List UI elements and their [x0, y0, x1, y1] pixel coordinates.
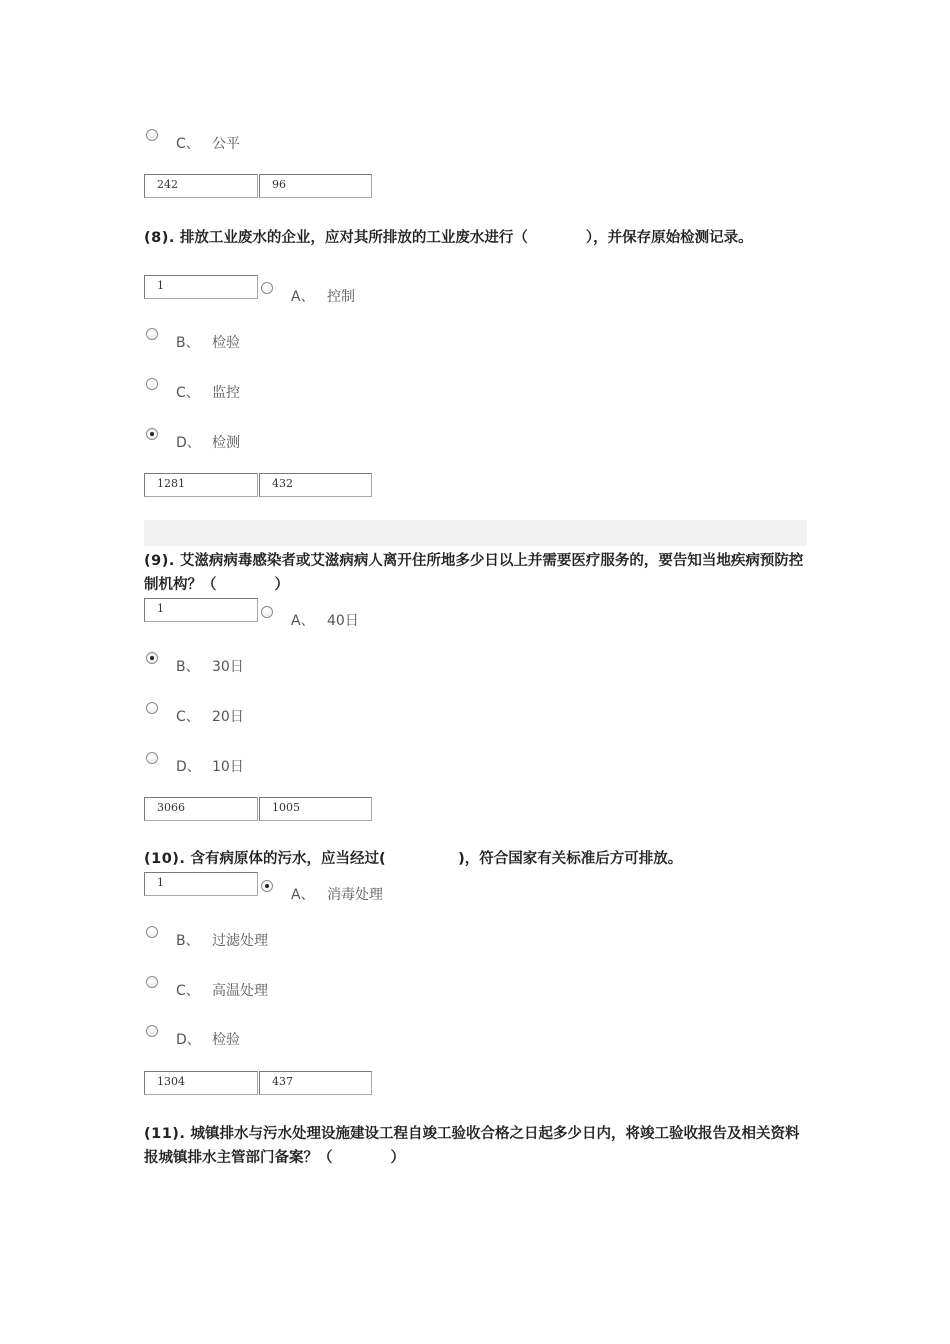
q8-option-c-text: 监控: [212, 385, 240, 401]
q10-option-d-letter: D、: [176, 1032, 201, 1048]
q8-stat-total: 1281: [144, 473, 258, 497]
q7-stat-total: 242: [144, 174, 258, 198]
q7-stat-wrong: 96: [259, 174, 372, 198]
q9-option-b-text: 30日: [212, 659, 244, 675]
q8-option-a-radio[interactable]: [261, 282, 273, 294]
q11-text: 城镇排水与污水处理设施建设工程自竣工验收合格之日起多少日内，将竣工验收报告及相关资料报城镇排水主管部门备案？（ ）: [144, 1126, 800, 1166]
q10-answer-box[interactable]: 1: [144, 872, 258, 896]
q10-option-a-letter: A、: [291, 887, 315, 903]
q9-option-b-radio[interactable]: [146, 652, 158, 664]
q9-option-c-letter: C、: [176, 709, 200, 725]
q9-option-b-letter: B、: [176, 659, 200, 675]
q8-option-c-radio[interactable]: [146, 378, 158, 390]
q9-option-c-radio[interactable]: [146, 702, 158, 714]
section-divider: [144, 520, 807, 546]
q8-option-c-letter: C、: [176, 385, 200, 401]
q8-option-b-letter: B、: [176, 335, 200, 351]
q8-option-b-text: 检验: [212, 335, 240, 351]
q7-option-c-letter: C、: [176, 136, 200, 152]
q9-option-a-radio[interactable]: [261, 606, 273, 618]
q10-option-b-text: 过滤处理: [212, 933, 268, 949]
q10-option-d-text: 检验: [212, 1032, 240, 1048]
q8-option-a-letter: A、: [291, 289, 315, 305]
q10-option-c-radio[interactable]: [146, 976, 158, 988]
q8-option-b-radio[interactable]: [146, 328, 158, 340]
q8-option-d-text: 检测: [212, 435, 240, 451]
q8-question: [144, 226, 808, 250]
q9-stat-wrong: 1005: [259, 797, 372, 821]
q10-option-c-text: 高温处理: [212, 983, 268, 999]
q9-option-d-letter: D、: [176, 759, 201, 775]
q10-text: 含有病原体的污水，应当经过( )，符合国家有关标准后方可排放。: [190, 851, 683, 867]
q8-number: (8).: [144, 230, 175, 246]
q8-stat-wrong: 432: [259, 473, 372, 497]
q10-option-a-text: 消毒处理: [327, 887, 383, 903]
q9-answer-box[interactable]: 1: [144, 598, 258, 622]
q10-stat-total: 1304: [144, 1071, 258, 1095]
q10-option-a-radio[interactable]: [261, 880, 273, 892]
q9-option-c-text: 20日: [212, 709, 244, 725]
q10-option-b-radio[interactable]: [146, 926, 158, 938]
q7-option-c-text: 公平: [212, 136, 240, 152]
q9-option-a-letter: A、: [291, 613, 315, 629]
q9-number: (9).: [144, 553, 175, 569]
q9-stat-total: 3066: [144, 797, 258, 821]
q8-option-d-letter: D、: [176, 435, 201, 451]
q8-text: 排放工业废水的企业，应对其所排放的工业废水进行（ ），并保存原始检测记录。: [179, 230, 753, 246]
q8-option-a-text: 控制: [327, 289, 355, 305]
q10-option-b-letter: B、: [176, 933, 200, 949]
q10-number: (10).: [144, 851, 186, 867]
q9-option-d-text: 10日: [212, 759, 244, 775]
q11-question: [144, 1122, 808, 1170]
q10-option-c-letter: C、: [176, 983, 200, 999]
q9-option-a-text: 40日: [327, 613, 359, 629]
q9-question: [144, 549, 808, 597]
q10-option-d-radio[interactable]: [146, 1025, 158, 1037]
q9-option-d-radio[interactable]: [146, 752, 158, 764]
q9-text: 艾滋病病毒感染者或艾滋病病人离开住所地多少日以上并需要医疗服务的，要告知当地疾病预防控制机构？（ ）: [144, 553, 804, 593]
q10-question: [144, 847, 808, 871]
q11-number: (11).: [144, 1126, 186, 1142]
q8-option-d-radio[interactable]: [146, 428, 158, 440]
q7-option-c-radio[interactable]: [146, 129, 158, 141]
q10-stat-wrong: 437: [259, 1071, 372, 1095]
q8-answer-box[interactable]: 1: [144, 275, 258, 299]
